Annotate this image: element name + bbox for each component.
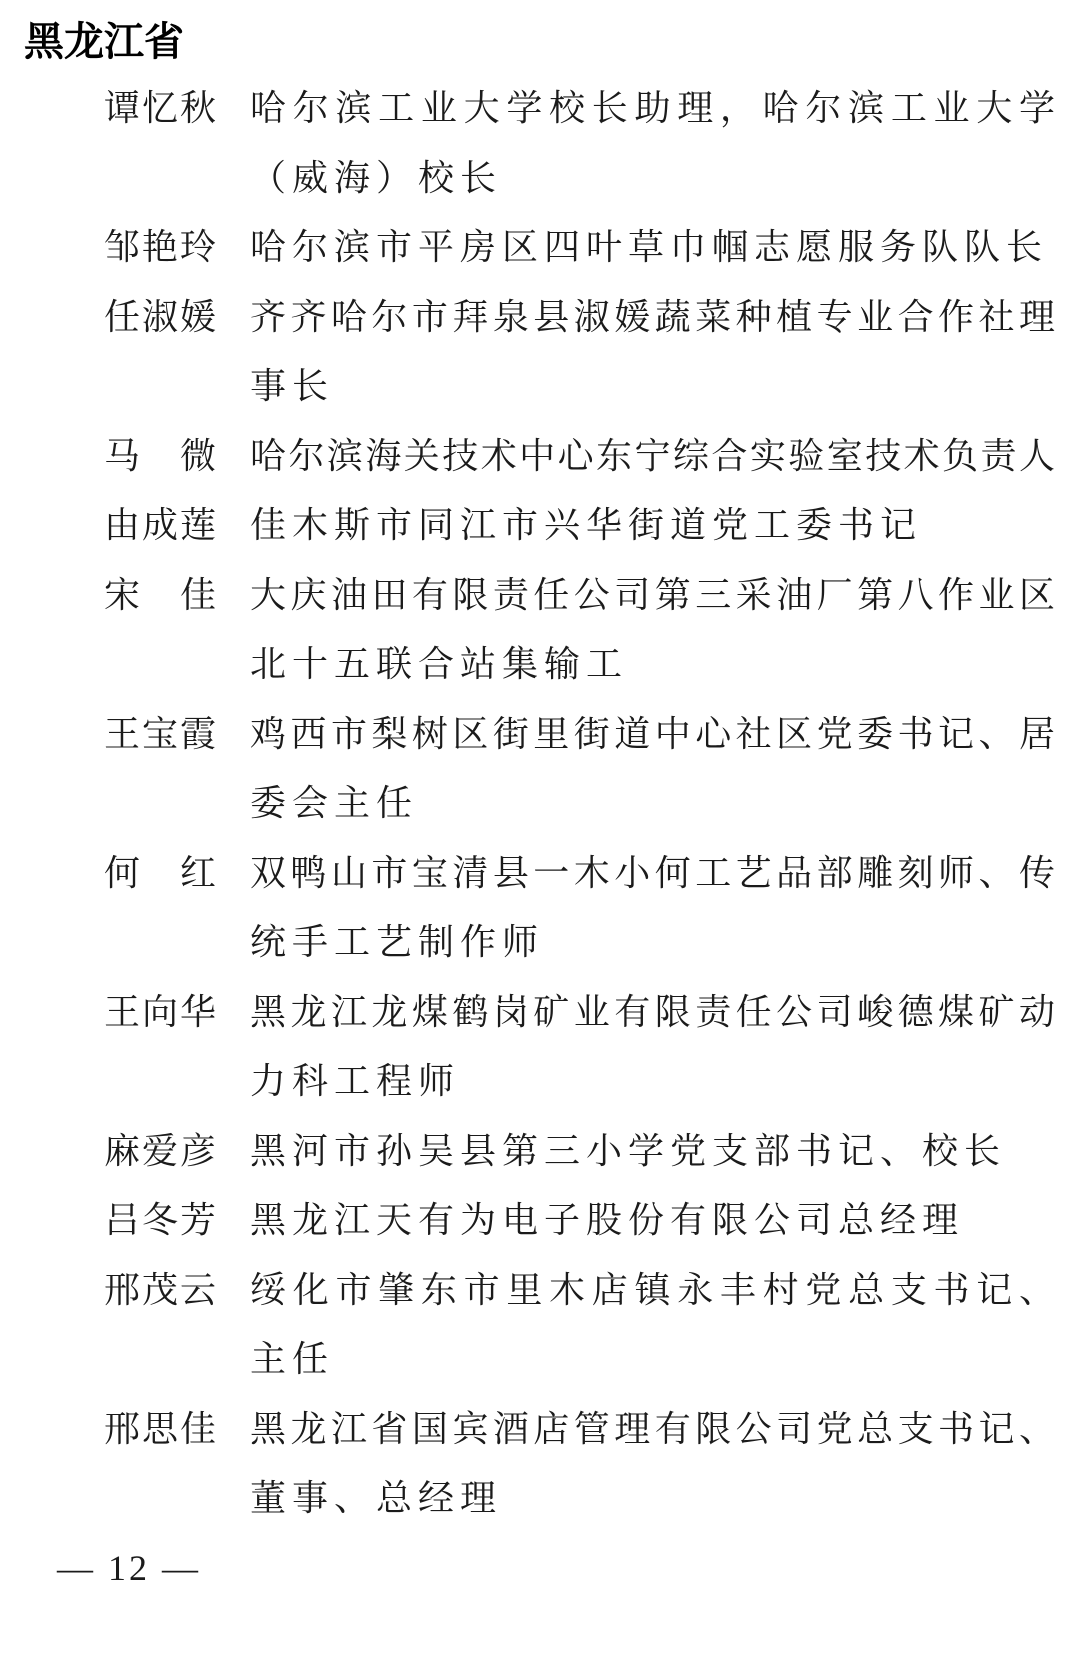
position-line: 黑河市孙吴县第三小学党支部书记、校长 (250, 1130, 1007, 1171)
list-item (104, 491, 1056, 561)
position-line: 哈尔滨市平房区四叶草巾帼志愿服务队队长 (250, 227, 1049, 267)
entry-position (250, 491, 1055, 561)
entry-position (250, 74, 1055, 213)
position-line: 黑龙江省国宾酒店管理有限公司党总支书记、 (250, 1408, 1055, 1449)
province-section-title: 黑龙江省 (24, 20, 184, 64)
position-line: 佳木斯市同江市兴华街道党工委书记 (250, 505, 923, 545)
position-line: 主任 (250, 1339, 335, 1379)
entry-name: 邹艳玲 (104, 227, 216, 267)
entry-name: 邢茂云 (104, 1269, 216, 1310)
entry-position (250, 1395, 1055, 1534)
position-line: 齐齐哈尔市拜泉县淑媛蔬菜种植专业合作社理 (250, 296, 1055, 337)
entry-position (250, 561, 1055, 700)
position-line: 大庆油田有限责任公司第三采油厂第八作业区 (250, 574, 1055, 615)
position-line: 董事、总经理 (250, 1478, 503, 1518)
entry-position (250, 1256, 1055, 1395)
list-item (104, 213, 1056, 283)
list-item (104, 978, 1056, 1117)
position-line: 哈尔滨工业大学校长助理，哈尔滨工业大学 (250, 88, 1055, 128)
entry-name: 任淑媛 (104, 296, 216, 337)
list-item (104, 422, 1056, 492)
entry-name: 宋佳 (104, 574, 216, 615)
position-line: 双鸭山市宝清县一木小何工艺品部雕刻师、传 (250, 852, 1055, 893)
list-item (104, 839, 1056, 978)
award-list (104, 74, 1056, 1534)
entry-position (250, 213, 1055, 283)
list-item (104, 1117, 1056, 1187)
entry-name: 马微 (104, 435, 216, 476)
position-line: 哈尔滨海关技术中心东宁综合实验室技术负责人 (250, 435, 1055, 476)
list-item (104, 561, 1056, 700)
entry-position (250, 283, 1055, 422)
entry-name: 由成莲 (104, 505, 216, 545)
list-item (104, 1186, 1056, 1256)
entry-position (250, 1186, 1055, 1256)
position-line: （威海）校长 (250, 157, 503, 198)
list-item (104, 74, 1056, 213)
entry-position (250, 839, 1055, 978)
list-item (104, 283, 1056, 422)
entry-name: 王宝霞 (104, 713, 216, 754)
entry-name: 谭忆秋 (104, 88, 216, 128)
position-line: 事长 (250, 366, 335, 406)
position-line: 统手工艺制作师 (250, 922, 545, 962)
position-line: 黑龙江龙煤鹤岗矿业有限责任公司峻德煤矿动 (250, 991, 1055, 1032)
list-item (104, 700, 1056, 839)
entry-name: 麻爱彦 (104, 1130, 216, 1171)
page-number: — 12 — (57, 1548, 201, 1588)
entry-position (250, 978, 1055, 1117)
position-line: 鸡西市梨树区街里街道中心社区党委书记、居 (250, 713, 1055, 754)
entry-name: 何红 (104, 852, 216, 893)
position-line: 力科工程师 (250, 1061, 461, 1101)
list-item (104, 1395, 1056, 1534)
position-line: 绥化市肇东市里木店镇永丰村党总支书记、 (250, 1269, 1055, 1310)
entry-position (250, 700, 1055, 839)
position-line: 北十五联合站集输工 (250, 644, 629, 684)
position-line: 委会主任 (250, 783, 419, 823)
entry-name: 邢思佳 (104, 1408, 216, 1449)
entry-name: 吕冬芳 (104, 1200, 216, 1240)
entry-position (250, 1117, 1055, 1187)
position-line: 黑龙江天有为电子股份有限公司总经理 (250, 1200, 965, 1240)
list-item (104, 1256, 1056, 1395)
entry-name: 王向华 (104, 991, 216, 1032)
entry-position (250, 422, 1055, 492)
